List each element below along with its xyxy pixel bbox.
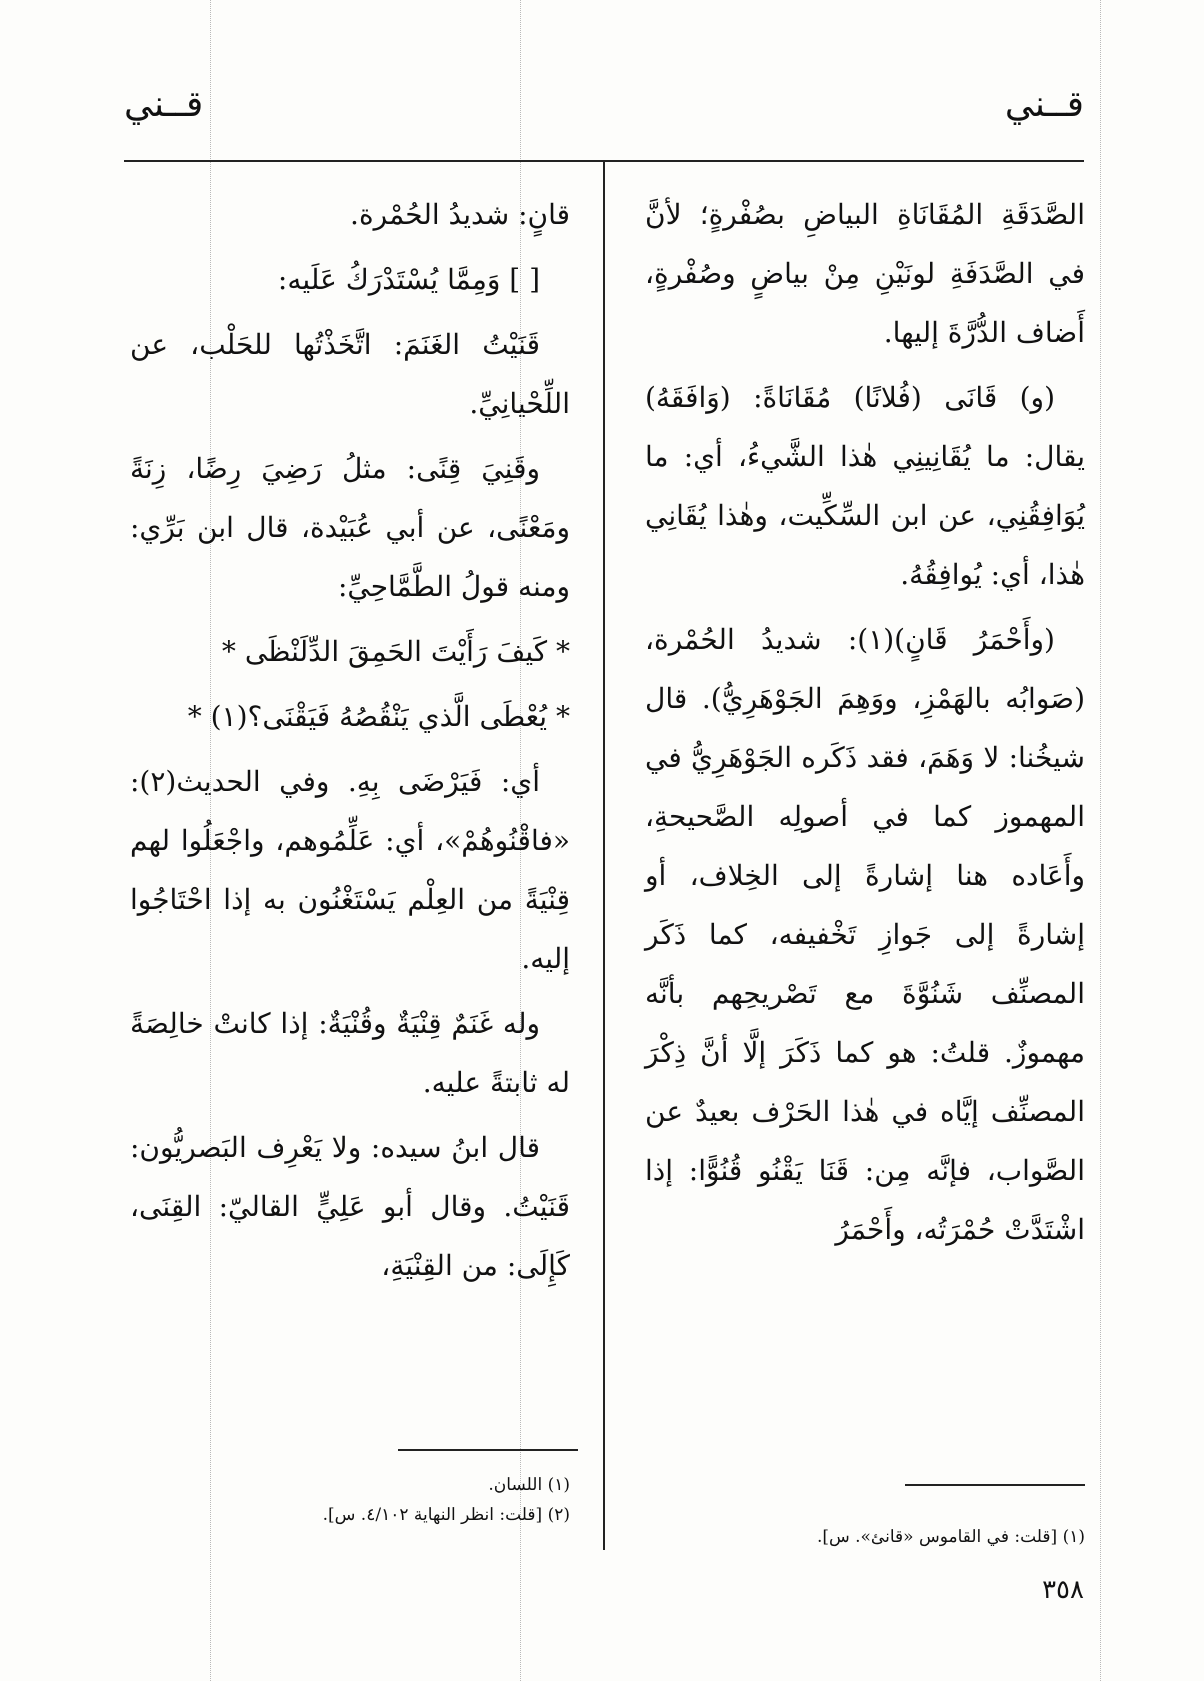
running-header-left: قــني	[124, 84, 204, 125]
footnote: (٢) [قلت: انظر النهاية ٤/١٠٢. س].	[322, 1505, 570, 1525]
paragraph: وقَنِيَ قِنًى: مثلُ رَضِيَ رِضًا، زِنَةً ومَعْنًى، عن أبي عُبَيْدة، قال ابن بَرِّي: ومنه قولُ الطَّمَّاحِيِّ:	[130, 452, 570, 603]
paragraph: وله غَنَمٌ قِنْيَةٌ وقُنْيَةٌ: إذا كانتْ خالِصَةً له ثابتةً عليه.	[130, 1007, 570, 1099]
paragraph: أي: فَيَرْضَى بِهِ. وفي الحديث(٢): «فاقْنُوهُمْ»، أي: عَلِّمُوهم، واجْعَلُوا لهم قِنْيَةً من العِلْم يَسْتَغْنُون به إذا احْتَاجُوا إليه.	[130, 765, 570, 975]
footnotes-right	[645, 1522, 1085, 1552]
left-column	[130, 185, 570, 1301]
footnote-rule-right	[905, 1484, 1085, 1486]
paragraph: قال ابنُ سيده: ولا يَعْرِف البَصريُّون: قَنَيْتُ. وقال أبو عَلِيٍّ القاليّ: القِنَى، كَإِلَى: من القِنْيَةِ،	[130, 1131, 570, 1282]
running-header-right: قــني	[1004, 84, 1084, 125]
footnote: (١) اللسان.	[488, 1475, 570, 1495]
paragraph: [ ] وَمِمَّا يُسْتَدْرَكُ عَلَيه:	[277, 263, 540, 296]
verse-line: * يُعْطَى الَّذي يَنْقُصُهُ فَيَقْنَى؟(١) *	[187, 700, 570, 733]
page-number: ٣٥٨	[1042, 1575, 1084, 1605]
paragraph: (و) قَانَى (فُلانًا) مُقَانَاةً: (وَافَقَهُ) يقال: ما يُقَانِينِي هٰذا الشَّيءُ، أي: ما يُوَافِقُنِي، عن ابن السِّكِّيت، وهٰذا يُقَانِي هٰذا، أي: يُوافِقُهُ.	[645, 381, 1085, 591]
scan-artifact-line	[1100, 0, 1101, 1681]
footnotes-left	[130, 1470, 570, 1530]
paragraph: الصَّدَقَةِ المُقَانَاةِ البياضِ بصُفْرةٍ؛ لأنَّ في الصَّدَفَةِ لونَيْنِ مِنْ بياضٍ وصُفْرةٍ، أَضاف الدُّرَّةَ إليها.	[645, 198, 1085, 349]
paragraph: (وأَحْمَرُ قَانٍ)(١): شديدُ الحُمْرة، (صَوابُه بالهَمْزِ، ووَهِمَ الجَوْهَرِيُّ). قال شيخُنا: لا وَهَمَ، فقد ذَكَره الجَوْهَرِيُّ في المهموز كما في أصولِه الصَّحيحةِ، وأَعَاده هنا إشارةً إلى الخِلاف، أو إشارةً إلى جَوازِ تَخْفيفه، كما ذَكَر المصنِّف شَنُوَّةَ مع تَصْريحِهم بأنَّه مهموزٌ. قلتُ: هو كما ذَكَرَ إلَّا أنَّ ذِكْرَ المصنِّف إيَّاه في هٰذا الحَرْف بعيدٌ عن الصَّواب، فإنَّه مِن: قَنَا يَقْنُو قُنُوًّا: إذا اشْتَدَّتْ حُمْرَتُه، وأَحْمَرُ	[645, 623, 1085, 1246]
paragraph: قَنَيْتُ الغَنَمَ: اتَّخَذْتُها للحَلْب، عن اللِّحْيانِيِّ.	[130, 328, 570, 420]
footnote: (١) [قلت: في القاموس «قانئ». س].	[816, 1527, 1085, 1547]
footnote-rule-left	[398, 1449, 578, 1451]
right-column	[645, 185, 1085, 1265]
column-divider	[603, 160, 605, 1550]
verse-line: * كَيفَ رَأَيْتَ الحَمِقَ الدِّلَنْظَى *	[221, 635, 570, 668]
paragraph: قانٍ: شديدُ الحُمْرة.	[350, 198, 570, 231]
